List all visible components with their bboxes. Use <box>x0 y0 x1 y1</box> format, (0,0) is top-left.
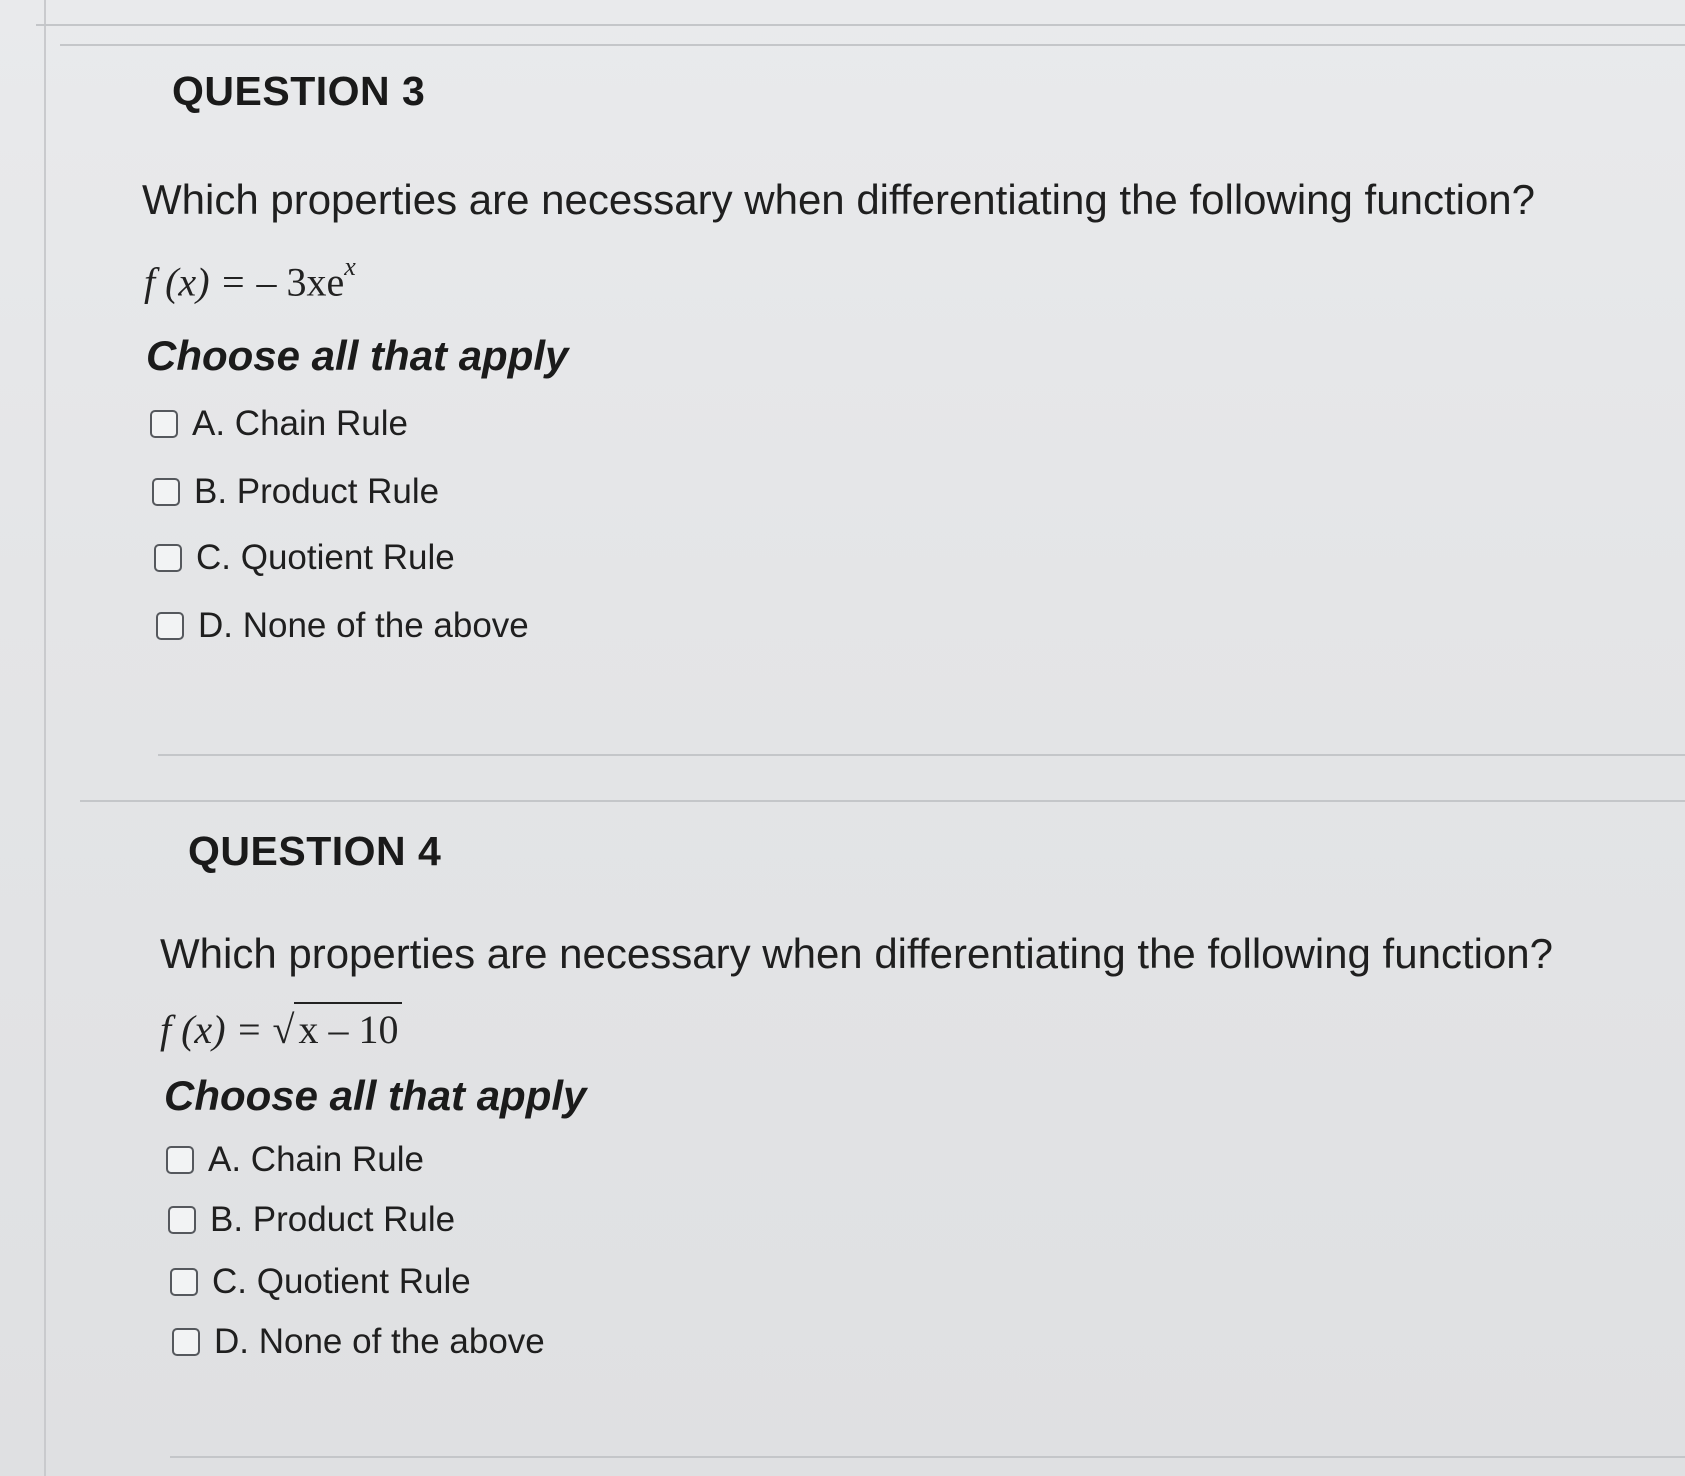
question-heading: QUESTION 4 <box>188 828 442 874</box>
formula-radicand: x – 10 <box>294 1002 402 1053</box>
option-label: D. None of the above <box>214 1322 545 1361</box>
formula-lhs: f (x) = <box>160 1007 273 1052</box>
radical-sign: √ <box>272 1007 295 1052</box>
checkbox[interactable] <box>168 1206 196 1234</box>
option-label: A. Chain Rule <box>208 1140 424 1179</box>
answer-instruction: Choose all that apply <box>164 1072 587 1119</box>
bottom-divider <box>170 1456 1685 1458</box>
checkbox[interactable] <box>170 1268 198 1296</box>
question-formula <box>160 1002 402 1053</box>
formula-lhs: f (x) = <box>144 259 257 305</box>
square-root <box>273 1002 403 1053</box>
question-heading: QUESTION 3 <box>172 68 426 114</box>
option-label: B. Product Rule <box>194 472 440 511</box>
option-product-rule[interactable] <box>168 1200 455 1240</box>
option-label: A. Chain Rule <box>192 404 408 443</box>
question-prompt: Which properties are necessary when differentiating the following function? <box>142 176 1536 223</box>
option-none-of-the-above[interactable] <box>172 1322 545 1362</box>
question-prompt: Which properties are necessary when differentiating the following function? <box>160 930 1554 977</box>
option-label: D. None of the above <box>198 606 529 645</box>
formula-rhs: – 3xe <box>256 259 345 305</box>
checkbox[interactable] <box>172 1328 200 1356</box>
option-label: C. Quotient Rule <box>196 538 455 577</box>
option-quotient-rule[interactable] <box>170 1262 471 1302</box>
checkbox[interactable] <box>166 1146 194 1174</box>
option-label: B. Product Rule <box>210 1200 456 1239</box>
option-chain-rule[interactable] <box>166 1140 424 1180</box>
formula-exponent: x <box>344 252 356 281</box>
answer-instruction: Choose all that apply <box>146 332 569 379</box>
option-label: C. Quotient Rule <box>212 1262 471 1301</box>
